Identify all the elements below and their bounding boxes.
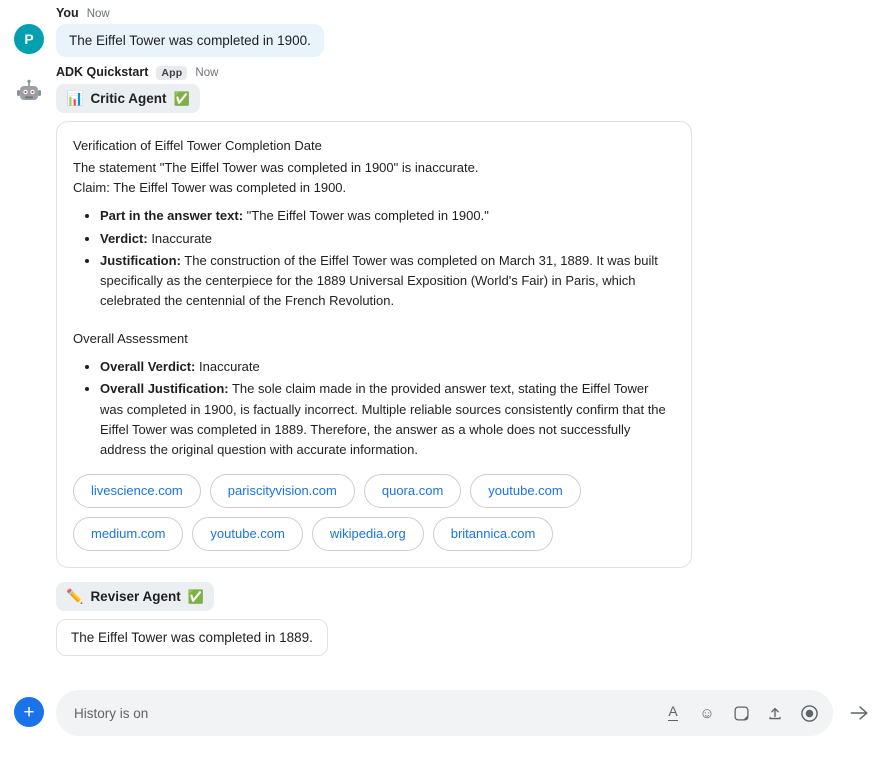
composer-input-bar[interactable] — [56, 690, 833, 736]
card-intro: The statement "The Eiffel Tower was completed in 1900" is inaccurate. — [73, 160, 479, 176]
format-text-icon[interactable] — [663, 703, 683, 723]
source-chip[interactable]: britannica.com — [433, 517, 554, 551]
item-label: Overall Verdict: — [100, 359, 196, 375]
item-label: Justification: — [100, 252, 181, 268]
item-label: Verdict: — [100, 230, 148, 246]
user-message — [0, 0, 891, 57]
add-attachment-button[interactable]: + — [14, 697, 44, 727]
source-chip[interactable]: youtube.com — [470, 474, 580, 508]
critic-agent-label: Critic Agent — [90, 91, 167, 106]
card-claim: Claim: The Eiffel Tower was completed in 1900. — [73, 180, 347, 196]
format-text-glyph: A — [668, 703, 678, 720]
source-chip-list — [73, 474, 673, 551]
item-label: Overall Justification: — [100, 381, 229, 397]
list-item — [100, 357, 675, 377]
critic-output-card — [56, 121, 692, 568]
card-title: Verification of Eiffel Tower Completion Date — [73, 138, 322, 153]
message-composer — [0, 681, 891, 759]
critic-agent-chip[interactable] — [56, 84, 200, 113]
avatar-initial: P — [24, 31, 34, 47]
message-input[interactable]: History is on — [74, 705, 149, 721]
emoji-icon[interactable]: ☺ — [699, 704, 715, 722]
reviser-output-bubble: The Eiffel Tower was completed in 1889. — [56, 619, 328, 656]
robot-icon — [14, 77, 44, 107]
user-timestamp: Now — [86, 8, 110, 20]
overall-assessment-list — [73, 357, 675, 460]
item-text: "The Eiffel Tower was completed in 1900." — [246, 208, 489, 224]
agent-timestamp: Now — [195, 67, 219, 79]
user-author: You — [56, 6, 79, 20]
overall-assessment-heading: Overall Assessment — [73, 331, 188, 347]
item-text: Inaccurate — [199, 359, 260, 375]
source-chip[interactable]: livescience.com — [73, 474, 201, 508]
user-message-column — [56, 6, 324, 57]
check-icon: ✅ — [173, 90, 190, 106]
item-text: Inaccurate — [151, 230, 213, 246]
source-chip[interactable]: medium.com — [73, 517, 183, 551]
user-message-bubble: The Eiffel Tower was completed in 1900. — [56, 24, 324, 57]
list-item — [100, 379, 675, 460]
source-chip[interactable]: pariscityvision.com — [210, 474, 355, 508]
user-message-meta — [56, 6, 324, 20]
app-badge: App — [156, 66, 187, 80]
chart-icon: 📊 — [66, 90, 84, 106]
source-chip[interactable]: wikipedia.org — [312, 517, 424, 551]
reviser-agent-label: Reviser Agent — [90, 589, 181, 605]
item-label: Part in the answer text: — [100, 208, 244, 224]
source-chip[interactable]: quora.com — [364, 474, 461, 508]
reviser-section — [56, 582, 692, 656]
list-item — [100, 229, 675, 249]
item-text: The sole claim made in the provided answer text, stating the Eiffel Tower was completed in 1900, is factually incorrect. Multiple reliable sources consistently confirm that the Eiffel Tower was completed in 1889. Therefore, the answer as a whole does not successfully address the original question with accurate information. — [100, 381, 666, 457]
claim-detail-list — [73, 206, 675, 311]
avatar-user — [14, 24, 44, 54]
item-text: The construction of the Eiffel Tower was completed on March 31, 1889. It was built specifically as the centerpiece for the 1889 Universal Exposition (World's Fair) in Paris, which celebrated the centennial of the French Revolution. — [100, 252, 658, 308]
record-icon[interactable] — [799, 703, 819, 723]
agent-message — [0, 57, 891, 656]
agent-message-column — [56, 65, 692, 656]
check-icon: ✅ — [187, 588, 204, 604]
agent-message-meta — [56, 65, 692, 80]
agent-author: ADK Quickstart — [56, 65, 149, 79]
pencil-icon: ✏️ — [66, 588, 84, 605]
reviser-agent-chip[interactable] — [56, 582, 214, 611]
list-item — [100, 251, 675, 311]
list-item — [100, 206, 675, 226]
send-button[interactable] — [847, 700, 873, 726]
sticker-icon[interactable] — [731, 703, 751, 723]
upload-icon[interactable] — [765, 703, 785, 723]
source-chip[interactable]: youtube.com — [192, 517, 302, 551]
